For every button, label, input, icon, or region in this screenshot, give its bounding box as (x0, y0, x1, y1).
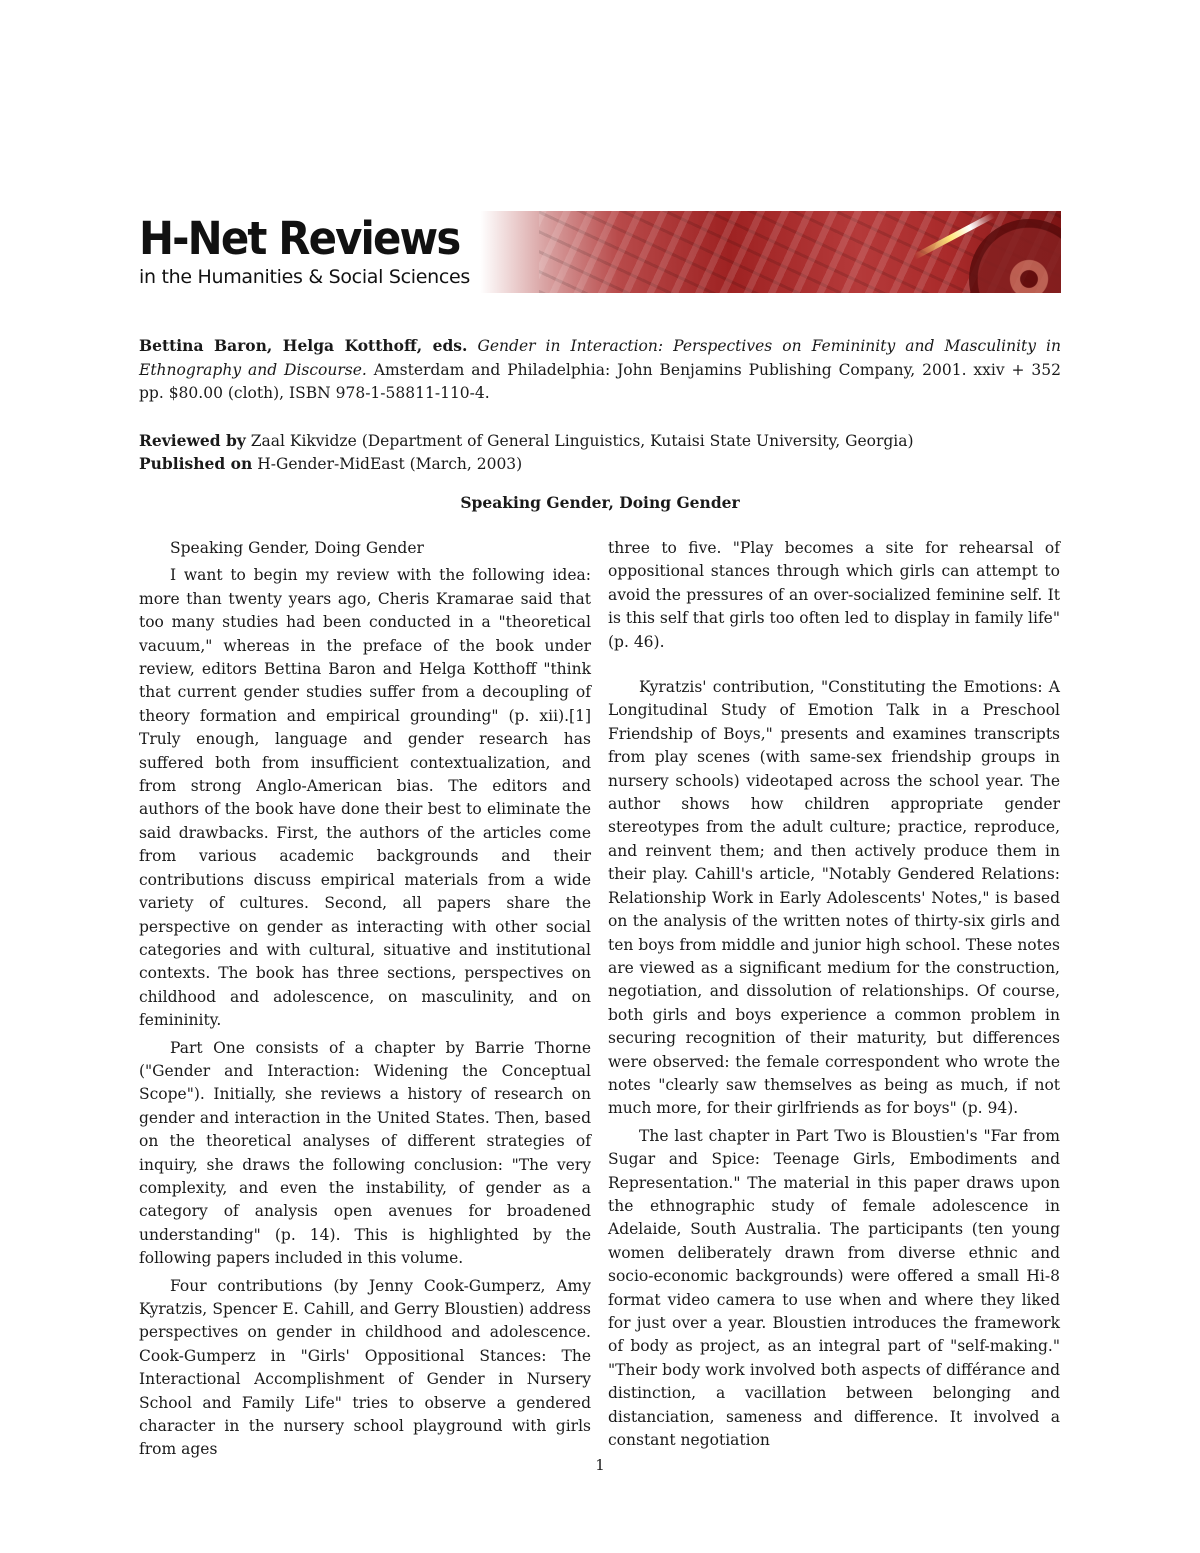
right-column (608, 537, 1060, 1456)
page-number: 1 (595, 1456, 605, 1474)
review-title: Speaking Gender, Doing Gender (460, 493, 740, 512)
left-column (139, 537, 591, 1466)
citation-editors: Bettina Baron, Helga Kotthoff, eds. (139, 336, 468, 355)
book-citation (139, 334, 1061, 406)
paragraph: The last chapter in Part Two is Bloustien's "Far from Sugar and Spice: Teenage Girls, Embodiments and Representation." The material in this paper draws upon the ethnographic study of female adolescence in Adelaide, South Australia. The participants (ten young women deliberately drawn from diverse ethnic and socio-economic backgrounds) were offered a small Hi-8 format video camera to use when and where they liked for just over a year. Bloustien introduces the framework of body as project, as an integral part of "self-making." "Their body work involved both aspects of différance and distinction, a vacillation between belonging and distanciation, sameness and difference. It involved a constant negotiation (608, 1126, 1060, 1450)
paragraph: Part One consists of a chapter by Barrie Thorne ("Gender and Interaction: Widening the Conceptual Scope"). Initially, she reviews a history of research on gender and interaction in the United States. Then, based on the theoretical analyses of different strategies of inquiry, she draws the following conclusion: "The very complexity, and even the instability, of gender as a category of analysis open avenues for broadened understanding" (p. 14). This is highlighted by the following papers included in this volume. (139, 1038, 591, 1268)
paragraph: Speaking Gender, Doing Gender (170, 539, 424, 557)
citation-publication: Amsterdam and Philadelphia: John Benjamins Publishing Company, 2001. xxiv + 352 pp. $80.00 (cloth), ISBN 978-1-58811-110-4. (139, 360, 1061, 402)
paragraph: three to five. "Play becomes a site for rehearsal of oppositional stances through which girls can attempt to avoid the pressures of an over-socialized feminine self. It is this self that girls too often led to display in family life" (p. 46). (608, 539, 1060, 651)
paragraph: Four contributions (by Jenny Cook-Gumperz, Amy Kyratzis, Spencer E. Cahill, and Gerry Bloustien) address perspectives on gender in childhood and adolescence. Cook-Gumperz in "Girls' Oppositional Stances: The Interactional Accomplishment of Gender in Nursery School and Family Life" tries to observe a gendered character in the nursery school playground with girls from ages (139, 1276, 591, 1459)
reviewer-name: Zaal Kikvidze (Department of General Linguistics, Kutaisi State University, Georgia) (250, 432, 914, 450)
reviewed-by-line (139, 429, 1061, 454)
published-venue: H-Gender-MidEast (March, 2003) (257, 455, 523, 473)
h-net-banner (139, 211, 1061, 293)
citation-book-title: Gender in Interaction: Perspectives on Femininity and Masculinity in Ethnography and Discourse. (139, 337, 1061, 379)
banner-title: H-Net Reviews (139, 212, 460, 265)
banner-subtitle: in the Humanities & Social Sciences (139, 266, 471, 288)
paragraph: Kyratzis' contribution, "Constituting the Emotions: A Longitudinal Study of Emotion Talk in a Preschool Friendship of Boys," presents and examines transcripts from play scenes (with same-sex friendship groups in nursery schools) videotaped across the school year. The author shows how children appropriate gender stereotypes from the adult culture; practice, reproduce, and reinvent them; and then actively produce them in their play. Cahill's article, "Notably Gendered Relations: Relationship Work in Early Adolescents' Notes," is based on the analysis of the written notes of thirty-six girls and ten boys from middle and junior high school. These notes are viewed as a significant medium for the construction, negotiation, and dissolution of relationships. Of course, both girls and boys experience a common problem in securing recognition of their maturity, but differences were observed: the female correspondent who wrote the notes "clearly saw themselves as being as much, if not much more, for their girlfriends as for boys" (p. 94). (608, 678, 1060, 1118)
paragraph: I want to begin my review with the following idea: more than twenty years ago, Cheris Kramarae said that too many studies had been conducted in a "theoretical vacuum," whereas in the preface of the book under review, editors Bettina Baron and Helga Kotthoff "think that current gender studies suffer from a decoupling of theory formation and empirical grounding" (p. xii).[1] Truly enough, language and gender research has suffered both from insufficient contextualization, and from strong Anglo-American bias. The editors and authors of the book have done their best to eliminate the said drawbacks. First, the authors of the articles come from various academic backgrounds and their contributions discuss empirical materials from a wide variety of cultures. Second, all papers share the perspective on gender as interacting with other social categories and with cultural, situative and institutional contexts. The book has three sections, perspectives on childhood and adolescence, on masculinity, and on femininity. (139, 566, 591, 1030)
published-on-label: Published on (139, 454, 253, 473)
reviewed-by-label: Reviewed by (139, 431, 246, 450)
published-on-line (139, 452, 1061, 477)
